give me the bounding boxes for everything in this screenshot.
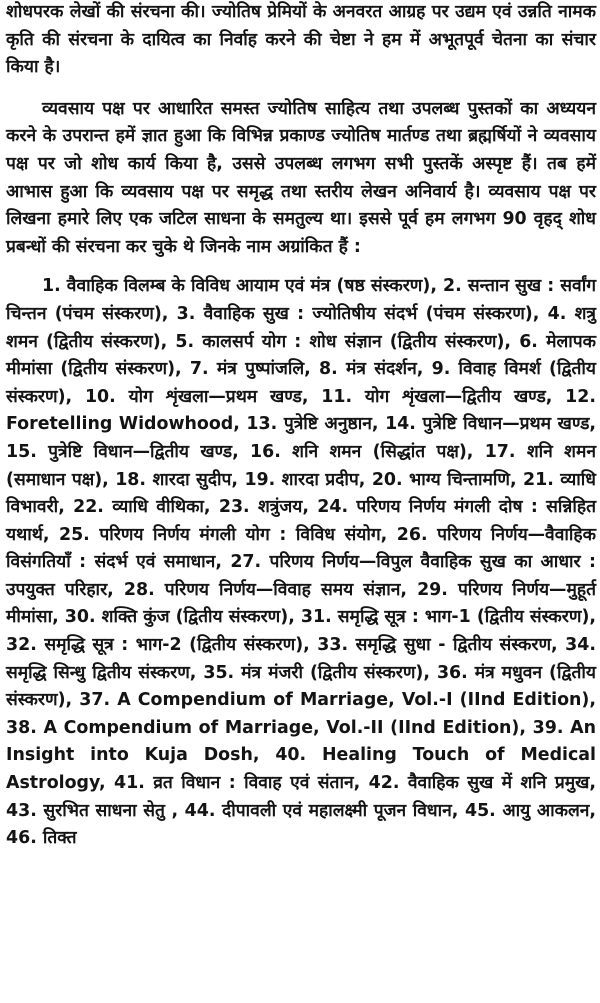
intro-text-end: नामक कृति की संरचना के दायित्व का निर्वाह करने की चेष्टा ने हम में अभूतपूर्व चेतना का संचार किया है। [6,2,596,78]
intro-text-start: शोधपरक लेखों की संरचना की। ज्योतिष प्रेमियों के अनवरत आग्रह पर [6,2,456,22]
book-title-emphasis: उद्यम एवं उन्नति [455,2,552,22]
paragraph-intro [6,0,596,82]
paragraph-business: व्यवसाय पक्ष पर आधारित समस्त ज्योतिष साहित्य तथा उपलब्ध पुस्तकों का अध्ययन करने के उपरान्त हमें ज्ञात हुआ कि विभिन्न प्रकाण्ड ज्योतिष मार्तण्ड तथा ब्रह्मर्षियों ने व्यवसाय पक्ष पर जो शोध कार्य किया है, उससे उपलब्ध लगभग सभी पुस्तकें अस्पृष्ट हैं। तब हमें आभास हुआ कि व्यवसाय पक्ष पर समृद्ध तथा स्तरीय लेखन अनिवार्य है। व्यवसाय पक्ष पर लिखना हमारे लिए एक जटिल साधना के समतुल्य था। इससे पूर्व हम लगभग 90 वृहद् शोध प्रबन्धों की संरचना कर चुके थे जिनके नाम अग्रांकित हैं : [6,98,596,257]
paragraph-book-list: 1. वैवाहिक विलम्ब के विविध आयाम एवं मंत्र (षष्ठ संस्करण), 2. सन्तान सुख : सर्वांग चिन्तन (पंचम संस्करण), 3. वैवाहिक सुख : ज्योतिषीय संदर्भ (पंचम संस्करण), 4. शत्रु शमन (द्वितीय संस्करण), 5. कालसर्प योग : शोध संज्ञान (द्वितीय संस्करण), 6. मेलापक मीमांसा (द्वितीय संस्करण), 7. मंत्र पुष्पांजलि, 8. मंत्र संदर्शन, 9. विवाह विमर्श (द्वितीय संस्करण), 10. योग शृंखला—प्रथम खण्ड, 11. योग शृंखला—द्वितीय खण्ड, 12. Foretelling Widowhood, 13. पुत्रेष्टि अनुष्ठान, 14. पुत्रेष्टि विधान—प्रथम खण्ड, 15. पुत्रेष्टि विधान—द्वितीय खण्ड, 16. शनि शमन (सिद्धांत पक्ष), 17. शनि शमन (समाधान पक्ष), 18. शारदा सुदीप, 19. शारदा प्रदीप, 20. भाग्य चिन्तामणि, 21. व्याधि विभावरी, 22. व्याधि वीथिका, 23. शत्रुंजय, 24. परिणय निर्णय मंगली दोष : सन्निहित यथार्थ, 25. परिणय निर्णय मंगली योग : विविध संयोग, 26. परिणय निर्णय—वैवाहिक विसंगतियाँ : संदर्भ एवं समाधान, 27. परिणय निर्णय—विपुल वैवाहिक सुख का आधार : उपयुक्त परिहार, 28. परिणय निर्णय—विवाह समय संज्ञान, 29. परिणय निर्णय—मुहूर्त मीमांसा, 30. शक्ति कुंज (द्वितीय संस्करण), 31. समृद्धि सूत्र : भाग-1 (द्वितीय संस्करण), 32. समृद्धि सूत्र : भाग-2 (द्वितीय संस्करण), 33. समृद्धि सुधा - द्वितीय संस्करण, 34. समृद्धि सिन्धु द्वितीय संस्करण, 35. मंत्र मंजरी (द्वितीय संस्करण), 36. मंत्र मधुवन (द्वितीय संस्करण), 37. A Compendium of Marriage, Vol.-I (IInd Edition), 38. A Compendium of Marriage, Vol.-II (IInd Edition), 39. An Insight into Kuja Dosh, 40. Healing Touch of Medical Astrology, 41. व्रत विधान : विवाह एवं संतान, 42. वैवाहिक सुख में शनि प्रमुख, 43. सुरभित साधना सेतु , 44. दीपावली एवं महालक्ष्मी पूजन विधान, 45. आयु आकलन, 46. तिक्त [6,276,596,849]
